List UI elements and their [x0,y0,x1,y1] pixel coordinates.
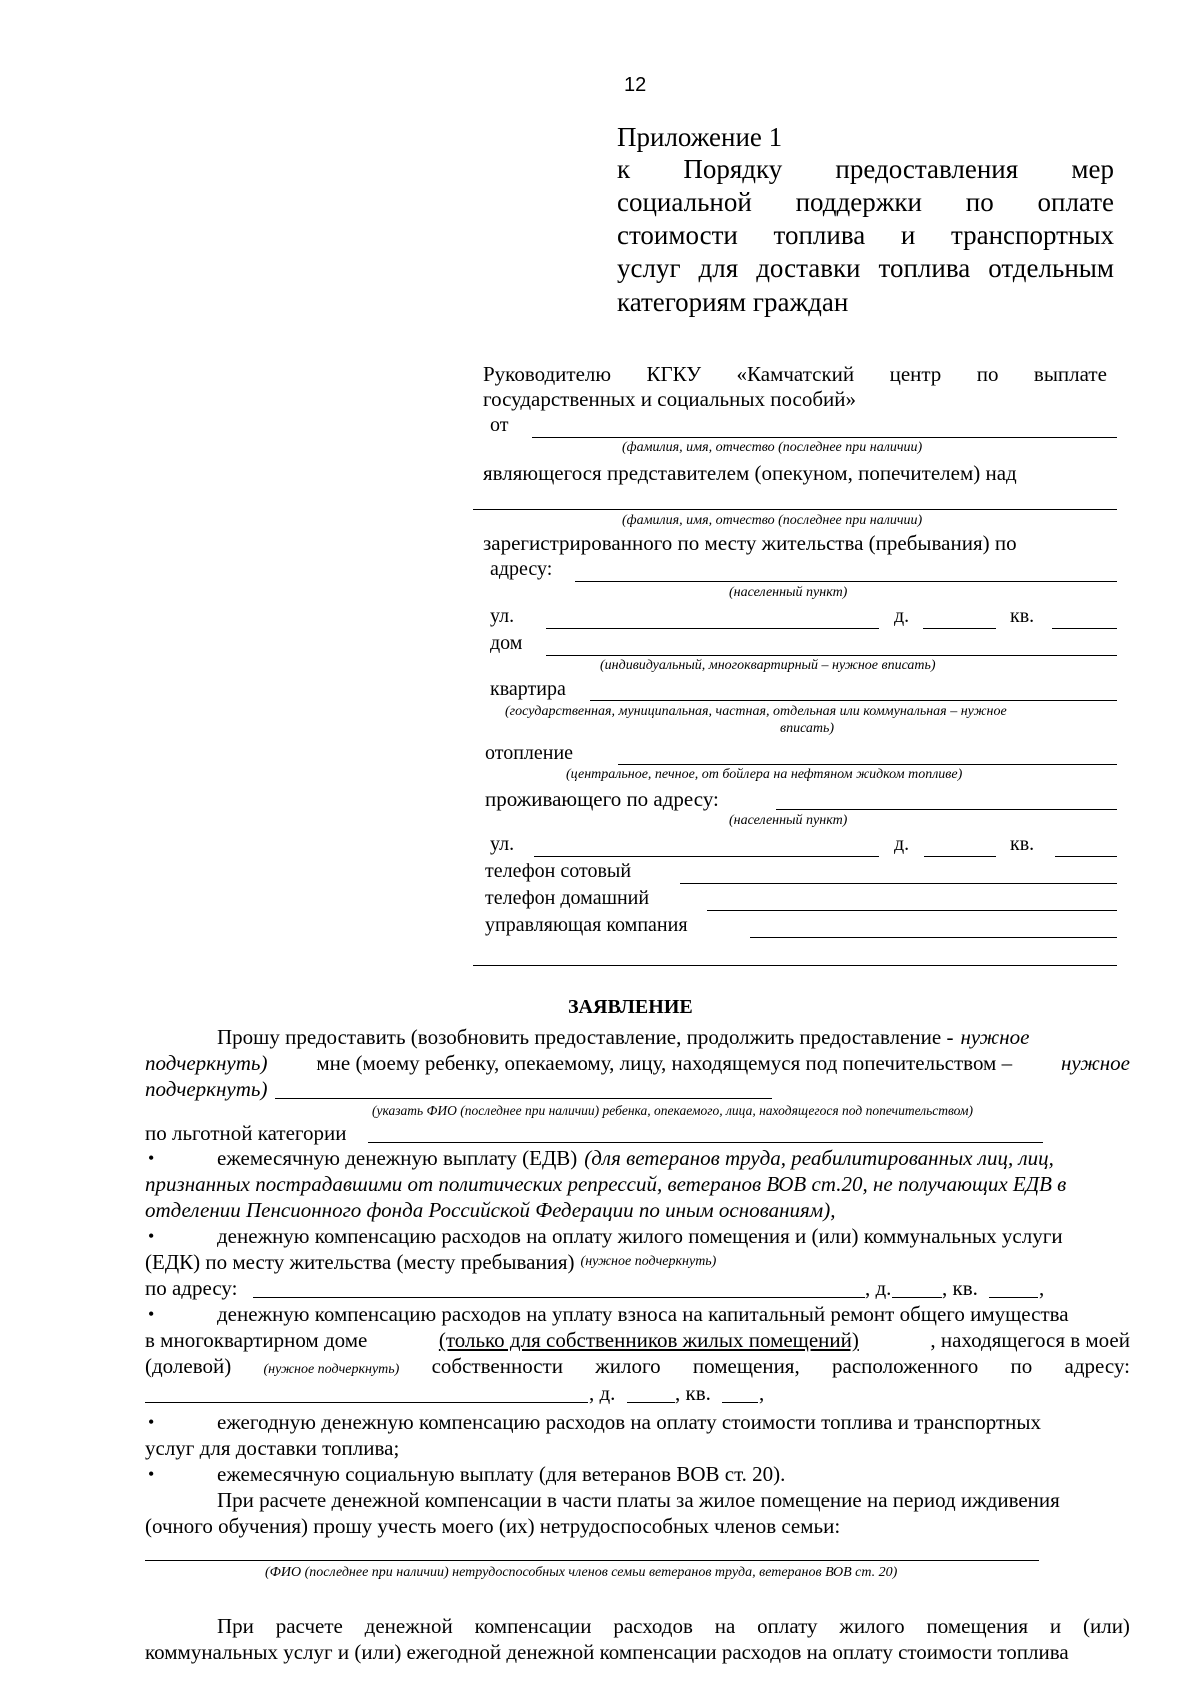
house-label-2: д. [894,833,910,855]
mgmt-company-field[interactable] [750,937,1117,938]
p1-line-1 [145,1025,1130,1050]
street-label-1: ул. [490,605,515,627]
p3-word: расчете [275,1614,343,1638]
house-label-1: д. [894,605,910,627]
b4-line-2: услуг для доставки топлива; [145,1436,400,1460]
header-word: выплате [1033,362,1107,386]
appendix-word: Порядку [683,154,783,184]
b5-line: ежемесячную социальную выплату (для ветеранов ВОВ ст. 20). [217,1462,786,1486]
b2-text: (ЕДК) по месту жительства (месту пребывания) [145,1250,575,1274]
b2-line-2 [145,1250,945,1275]
appendix-word: топлива [878,253,971,283]
apartment-caption-2: вписать) [780,721,835,736]
b3-apt-field[interactable] [722,1402,758,1403]
b2-address-label: по адресу: [145,1276,238,1300]
p3-word: расходов [613,1614,693,1638]
reg-house-field[interactable] [923,628,996,629]
living-apt-field[interactable] [1055,856,1117,857]
b2-house-label: , д. [865,1276,892,1300]
b1-line-1 [217,1146,1130,1171]
b3-text: в многоквартирном доме [145,1328,368,1352]
p3-word: и [1049,1614,1062,1638]
appendix-word: поддержки [795,187,922,217]
appendix-line-4 [617,253,1114,284]
b3-word: помещения, [692,1354,800,1378]
p3-word: жилого [839,1614,905,1638]
p3-word: оплату [757,1614,818,1638]
living-street-field[interactable] [534,856,879,857]
b3-apt-label: , кв. [675,1381,711,1405]
appendix-word: топлива [773,220,866,250]
ward-fio-field[interactable] [473,509,1117,510]
appendix-word: и [900,220,916,250]
appendix-word: отдельным [988,253,1114,283]
locality-caption-1: (населенный пункт) [729,585,848,600]
b3-address-field[interactable] [145,1402,588,1403]
appendix-word: оплате [1037,187,1114,217]
b3-note: (нужное подчеркнуть) [263,1362,400,1377]
from-fio-field[interactable] [532,437,1117,438]
apartment-label: квартира [490,678,566,700]
mobile-phone-label: телефон сотовый [485,860,632,882]
b3-word: жилого [595,1354,661,1378]
p1-line-2 [145,1051,1130,1076]
p3-word: (или) [1082,1614,1130,1638]
appendix-word: транспортных [950,220,1114,250]
appendix-line-5: категориям граждан [617,287,849,317]
p3-word: денежной [364,1614,453,1638]
b1-line-3: отделении Пенсионного фонда Российской Федерации по иным основаниям), [145,1198,836,1222]
house-type-label: дом [490,632,523,654]
b3-line-3 [145,1354,1130,1379]
appendix-line-2 [617,187,1114,218]
heating-label: отопление [485,742,574,764]
p1-line-3: подчеркнуть) [145,1077,268,1101]
bullet-4: • [148,1412,155,1432]
b3-word: (долевой) [145,1354,232,1378]
header-line-1 [483,362,1107,387]
b3-line-2 [145,1328,1130,1353]
heating-field[interactable] [618,764,1117,765]
registered-text: зарегистрированного по месту жительства (пребывания) по [483,531,1017,555]
appendix-word: услуг [617,253,681,283]
family-fio-field[interactable] [145,1560,1039,1561]
reg-street-field[interactable] [546,628,879,629]
bullet-3: • [148,1304,155,1324]
family-caption: (ФИО (последнее при наличии) нетрудоспособных членов семьи ветеранов труда, ветеранов ВОВ ст. 20) [265,1565,898,1580]
appendix-word: для [698,253,739,283]
child-fio-field[interactable] [275,1098,772,1099]
b1-text-italic: (для ветеранов труда, реабилитированных лиц, лиц, [584,1146,1054,1170]
mobile-phone-field[interactable] [680,883,1117,884]
appendix-word: доставки [756,253,861,283]
p1-text: Прошу предоставить (возобновить предоставление, продолжить предоставление - [217,1025,954,1049]
b1-line-2: признанных пострадавшими от политических репрессий, ветеранов ВОВ ст.20, не получающих ЕДВ в [145,1172,1067,1196]
fio-caption-2: (фамилия, имя, отчество (последнее при наличии) [622,513,923,528]
street-label-2: ул. [490,833,515,855]
heating-caption: (центральное, печное, от бойлера на нефтяном жидком топливе) [566,767,963,782]
b3-line-1: денежную компенсацию расходов на уплату взноса на капитальный ремонт общего имущества [217,1302,1069,1326]
home-phone-field[interactable] [707,910,1117,911]
appendix-word: стоимости [617,220,738,250]
b2-house-field[interactable] [892,1297,942,1298]
appendix-line-1 [617,154,1114,185]
b3-word: адресу: [1064,1354,1130,1378]
b3-word: собственности [431,1354,563,1378]
b2-line-1: денежную компенсацию расходов на оплату жилого помещения и (или) коммунальных услуги [217,1224,1063,1248]
p3-word: на [714,1614,736,1638]
representative-text: являющегося представителем (опекуном, попечителем) над [483,461,1017,485]
b2-apt-label: , кв. [942,1276,978,1300]
header-word: «Камчатский [736,362,855,386]
apt-label-1: кв. [1010,605,1035,627]
b2-note: (нужное подчеркнуть) [580,1254,717,1269]
statement-title: ЗАЯВЛЕНИЕ [568,996,693,1018]
child-caption: (указать ФИО (последнее при наличии) ребенка, опекаемого, лица, находящегося под попечительством) [372,1103,974,1118]
house-type-caption: (индивидуальный, многоквартирный – нужное вписать) [600,658,936,673]
reg-apt-field[interactable] [1052,628,1117,629]
b3-text-underlined: (только для собственников жилых помещений) [438,1328,859,1352]
p3-line-1 [217,1614,1130,1639]
b3-word: по [1010,1354,1033,1378]
bullet-1: • [148,1148,155,1168]
apt-label-2: кв. [1010,833,1035,855]
living-locality-field[interactable] [776,809,1117,810]
appendix-word: к [617,154,631,184]
p1-text-italic: подчеркнуть) [145,1051,268,1075]
address-label: адресу: [490,558,553,580]
apartment-caption-1: (государственная, муниципальная, частная, отдельная или коммунальная – нужное [505,704,1007,719]
page-number: 12 [624,74,647,96]
category-label: по льготной категории [145,1121,347,1145]
p1-text-italic: нужное [1061,1051,1130,1075]
p2-line-2: (очного обучения) прошу учесть моего (их) нетрудоспособных членов семьи: [145,1514,841,1538]
p3-word: При [217,1614,254,1638]
b3-house-field[interactable] [627,1402,675,1403]
b2-address-end: , [1039,1276,1045,1300]
b1-text: ежемесячную денежную выплату (ЕДВ) [217,1146,578,1170]
b3-word: расположенного [832,1354,979,1378]
p3-line-2: коммунальных услуг и (или) ежегодной денежной компенсации расходов на оплату стоимости топлива [145,1640,1069,1664]
b3-text: , находящегося в моей [930,1328,1130,1352]
living-address-label: проживающего по адресу: [485,787,719,811]
living-house-field[interactable] [924,856,996,857]
appendix-word: по [965,187,994,217]
appendix-line-3 [617,220,1114,251]
p3-word: компенсации [474,1614,592,1638]
category-field[interactable] [368,1142,1043,1143]
appendix-word: мер [1071,154,1114,184]
b3-address-end: , [759,1381,765,1405]
b2-address-field[interactable] [253,1297,865,1298]
appendix-word: предоставления [835,154,1019,184]
header-bottom-line [473,965,1117,966]
fio-caption-1: (фамилия, имя, отчество (последнее при наличии) [622,440,923,455]
reg-locality-field[interactable] [575,581,1117,582]
bullet-2: • [148,1226,155,1246]
header-word: Руководителю [483,362,612,386]
b2-apt-field[interactable] [989,1297,1038,1298]
locality-caption-2: (населенный пункт) [729,813,848,828]
header-word: по [976,362,999,386]
p1-text-italic: нужное [960,1025,1030,1049]
home-phone-label: телефон домашний [485,887,650,909]
b4-line-1: ежегодную денежную компенсацию расходов на оплату стоимости топлива и транспортных [217,1410,1041,1434]
p3-word: помещения [926,1614,1029,1638]
appendix-word: социальной [617,187,752,217]
p2-line-1: При расчете денежной компенсации в части платы за жилое помещение на период иждивения [217,1488,1060,1512]
apartment-type-field[interactable] [590,700,1117,701]
from-label: от [490,414,509,436]
p1-text: мне (моему ребенку, опекаемому, лицу, находящемуся под попечительством – [316,1051,1013,1075]
header-word: центр [889,362,942,386]
b3-house-label: , д. [589,1381,616,1405]
appendix-title: Приложение 1 [617,122,783,152]
mgmt-company-label: управляющая компания [485,914,688,936]
house-type-field[interactable] [546,655,1117,656]
header-word: КГКУ [646,362,702,386]
bullet-5: • [148,1464,155,1484]
header-line-2: государственных и социальных пособий» [483,387,856,411]
